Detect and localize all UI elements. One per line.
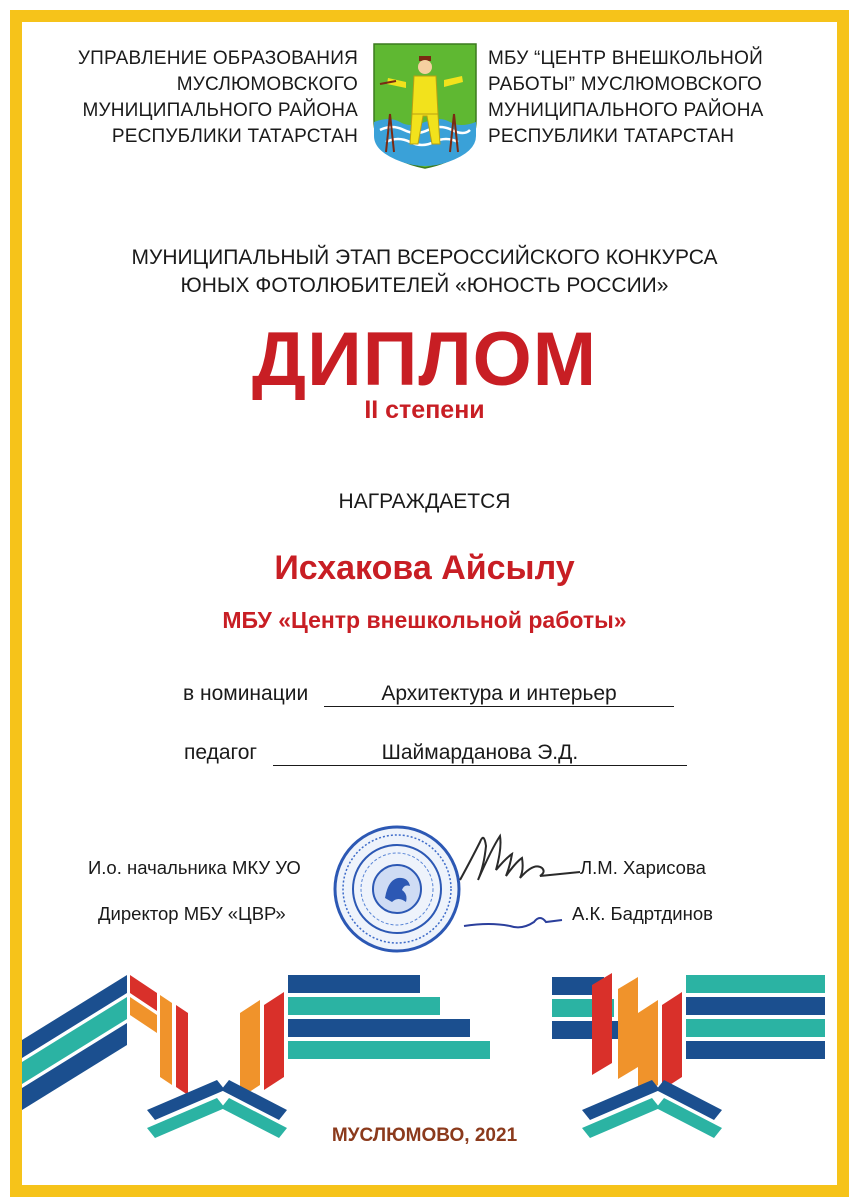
issuer-right [488, 46, 818, 150]
issuer-left-line: РЕСПУБЛИКИ ТАТАРСТАН [111, 126, 358, 147]
issuer-right-line: МУНИЦИПАЛЬНОГО РАЙОНА [488, 100, 764, 121]
issuer-left-line: МУСЛЮМОВСКОГО [176, 74, 358, 95]
nomination-value: Архитектура и интерьер [324, 682, 674, 707]
issuer-right-line: РЕСПУБЛИКИ ТАТАРСТАН [488, 126, 735, 147]
place-year: МУСЛЮМОВО, 2021 [331, 1125, 518, 1146]
recipient-organization: МБУ «Центр внешкольной работы» [222, 607, 627, 633]
issuer-left-line: МУНИЦИПАЛЬНОГО РАЙОНА [82, 100, 358, 121]
nomination-row [183, 682, 674, 707]
teacher-label: педагог [184, 741, 258, 764]
contest-line: ЮНЫХ ФОТОЛЮБИТЕЛЕЙ «ЮНОСТЬ РОССИИ» [180, 274, 669, 297]
issuer-right-line: МБУ “ЦЕНТР ВНЕШКОЛЬНОЙ [488, 48, 763, 69]
signatory-name-1: Л.М. Харисова [580, 857, 706, 878]
issuer-left-line: УПРАВЛЕНИЕ ОБРАЗОВАНИЯ [77, 48, 358, 69]
teacher-row [184, 741, 687, 766]
signatory-role-2: Директор МБУ «ЦВР» [98, 903, 286, 924]
issuer-right-line: РАБОТЫ” МУСЛЮМОВСКОГО [488, 74, 762, 95]
signatory-name-2: А.К. Бадртдинов [572, 903, 713, 924]
signatures-handwritten [450, 818, 590, 943]
diploma-title: ДИПЛОМ [251, 317, 598, 402]
signatory-role-1: И.о. начальника МКУ УО [88, 857, 301, 878]
teacher-value: Шаймарданова Э.Д. [273, 741, 687, 766]
contest-line: МУНИЦИПАЛЬНЫЙ ЭТАП ВСЕРОССИЙСКОГО КОНКУРСА [131, 246, 718, 269]
seal-icon [330, 824, 464, 954]
nomination-label: в номинации [183, 682, 309, 705]
recipient-name: Исхакова Айсылу [274, 549, 575, 587]
diploma-degree: II степени [364, 396, 485, 424]
issuer-left [40, 46, 358, 150]
coat-of-arms-icon [370, 40, 480, 170]
contest-name [40, 244, 809, 300]
awarded-label: НАГРАЖДАЕТСЯ [338, 490, 511, 513]
